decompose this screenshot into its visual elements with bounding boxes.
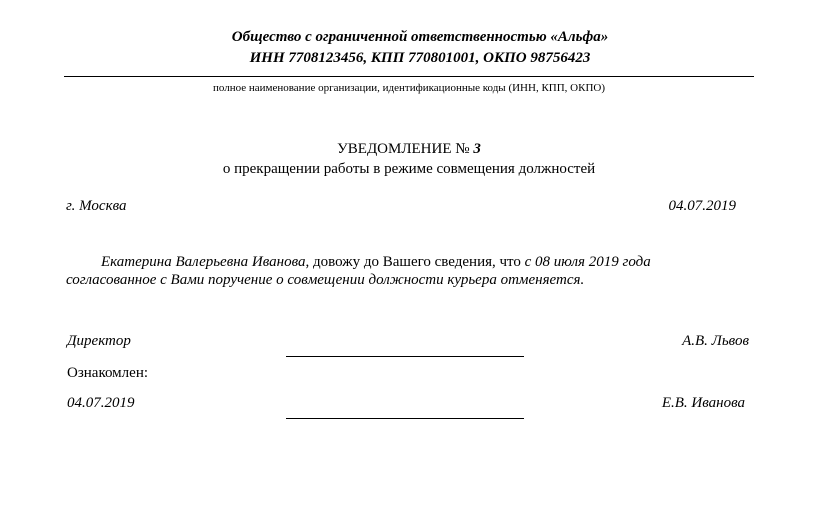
acquainted-date: 04.07.2019 [67, 395, 135, 411]
organization-codes: ИНН 7708123456, КПП 770801001, ОКПО 98756423 [249, 50, 591, 66]
organization-caption: полное наименование организации, идентификационные коды (ИНН, КПП, ОКПО) [212, 82, 605, 94]
notice-subtitle: о прекращении работы в режиме совмещения должностей [222, 161, 596, 177]
notice-number: 3 [473, 141, 481, 157]
city: г. Москва [66, 198, 127, 214]
notice-title [0, 141, 818, 158]
employee-full-name: Екатерина Валерьевна Иванова [101, 254, 306, 270]
effective-date: с 08 июля 2019 года [524, 254, 651, 270]
notice-title-prefix: УВЕДОМЛЕНИЕ № [337, 141, 470, 157]
employee-signature-line [286, 418, 524, 419]
acquainted-label: Ознакомлен: [67, 365, 149, 381]
header-divider [64, 76, 754, 77]
body-line-1 [101, 254, 651, 271]
employee-name: Е.В. Иванова [661, 395, 745, 411]
body-line-2: согласованное с Вами поручение о совмещении должности курьера отменяется. [66, 272, 585, 288]
director-signature-line [286, 356, 524, 357]
director-name: А.В. Львов [682, 333, 749, 349]
director-label: Директор [67, 333, 131, 349]
body-text-1: , довожу до Вашего сведения, что [305, 254, 525, 270]
organization-name: Общество с ограниченной ответственностью «Альфа» [231, 29, 609, 45]
document-date: 04.07.2019 [668, 198, 736, 214]
